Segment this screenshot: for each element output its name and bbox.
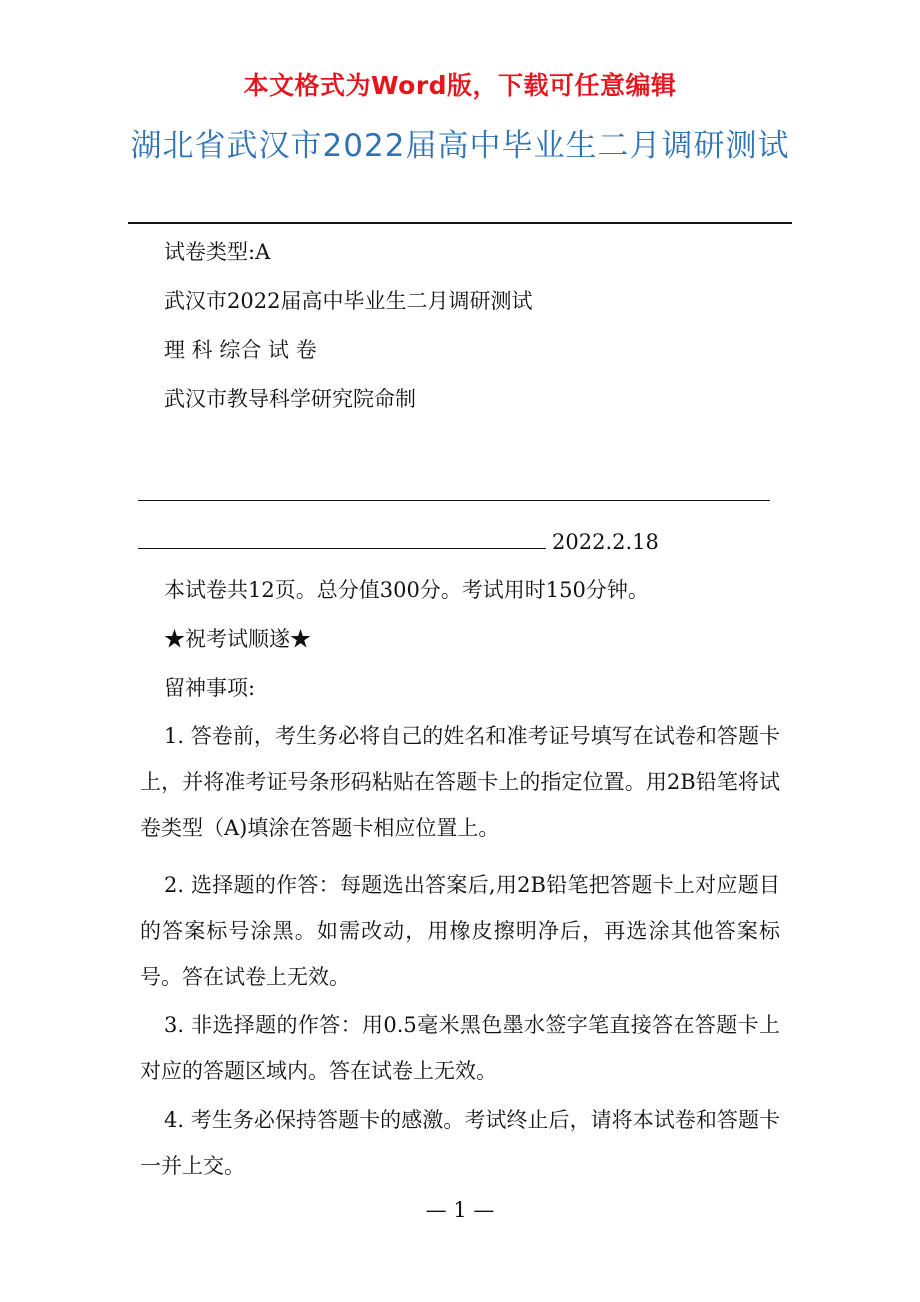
title-divider xyxy=(128,222,792,224)
document-title: 湖北省武汉市2022届高中毕业生二月调研测试 xyxy=(130,128,790,164)
note-item-1: 1. 答卷前，考生务必将自己的姓名和准考证号填写在试卷和答题卡上，并将准考证号条形码粘贴在答题卡上的指定位置。用2B铅笔将试卷类型（A)填涂在答题卡相应位置上。 xyxy=(140,724,780,840)
good-luck-wish: ★祝考试顺遂★ xyxy=(164,627,311,651)
note-item-2: 2. 选择题的作答：每题选出答案后,用2B铅笔把答题卡上对应题目的答案标号涂黑。如需改动，用橡皮擦明净后，再选涂其他答案标号。答在试卷上无效。 xyxy=(140,873,780,989)
note-item-4: 4. 考生务必保持答题卡的感激。考试终止后，请将本试卷和答题卡一并上交。 xyxy=(140,1108,780,1178)
exam-name: 武汉市2022届高中毕业生二月调研测试 xyxy=(164,289,533,313)
blank-underline-short xyxy=(138,548,546,549)
subject-name: 理 科 综合 试 卷 xyxy=(164,338,317,362)
page-number: — 1 — xyxy=(425,1198,495,1222)
note-item-3: 3. 非选择题的作答：用0.5毫米黑色墨水签字笔直接答在答题卡上对应的答题区域内。答在试卷上无效。 xyxy=(140,1013,780,1083)
notes-heading: 留神事项: xyxy=(164,676,256,700)
exam-summary: 本试卷共12页。总分值300分。考试用时150分钟。 xyxy=(164,578,649,602)
paper-type: 试卷类型:A xyxy=(164,240,271,264)
issuer-name: 武汉市教导科学研究院命制 xyxy=(164,387,416,411)
blank-underline-long xyxy=(138,500,770,501)
editable-word-banner: 本文格式为Word版，下载可任意编辑 xyxy=(243,71,677,100)
exam-date: 2022.2.18 xyxy=(552,530,659,554)
